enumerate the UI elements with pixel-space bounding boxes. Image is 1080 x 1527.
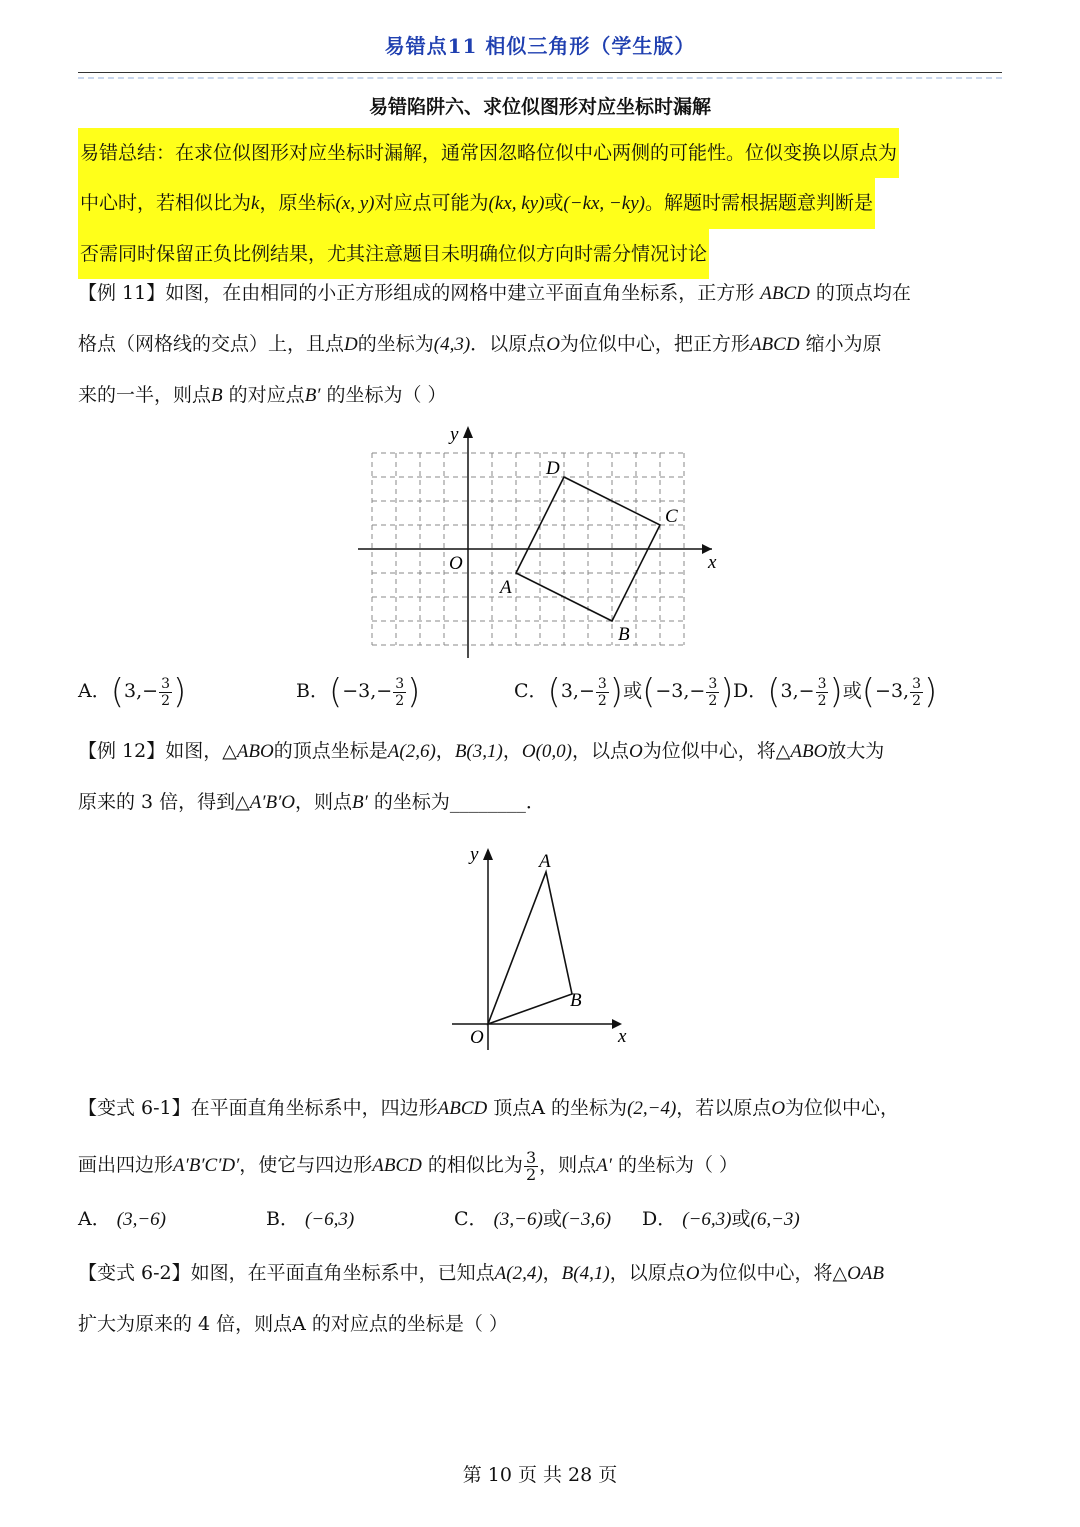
label-y: y xyxy=(470,844,479,865)
triangle-abo xyxy=(488,872,572,1024)
option-c[interactable]: C． (3,−6)或(−3,6) xyxy=(454,1208,612,1230)
page-footer: 第 10 页 共 28 页 xyxy=(462,1464,618,1486)
example-11-options xyxy=(78,668,1008,724)
label-origin: O xyxy=(470,1027,484,1048)
page-header-title: 易错点11 相似三角形（学生版） xyxy=(384,34,696,58)
example-12-triangle-figure xyxy=(440,838,650,1053)
option-d[interactable]: D．(3,− $\frac{3}{2}$ )或(−3, $\frac{3}{2}$ ) xyxy=(733,672,938,712)
label-origin: O xyxy=(449,553,463,574)
option-b[interactable]: B．(−3,− $\frac{3}{2}$ ) xyxy=(296,672,421,712)
variant-6-2-text: 【变式 6-2】如图，在平面直角坐标系中，已知点A(2,4)，B(4,1)，以原点O为位似中心，将△OAB 扩大为原来的 4 倍，则点A 的对应点的坐标是（ ） xyxy=(78,1262,884,1335)
header-dashed-rule xyxy=(78,77,1002,79)
option-a[interactable]: A． (3,−6) xyxy=(78,1208,167,1230)
summary-line-1: 易错总结：在求位似图形对应坐标时漏解，通常因忽略位似中心两侧的可能性。位似变换以原点为 xyxy=(78,128,899,178)
error-summary xyxy=(78,128,1008,279)
y-axis-arrow-icon xyxy=(463,426,473,438)
label-B: B xyxy=(570,990,582,1011)
example-11-text: 【例 11】如图，在由相同的小正方形组成的网格中建立平面直角坐标系，正方形 ABCD 的顶点均在 格点（网格线的交点）上，且点D的坐标为(4,3)．以原点O为位似中心，把正方形ABCD 缩小为原 来的一半，则点B 的对应点B′ 的坐标为（ ） xyxy=(78,282,911,406)
summary-line-3: 否需同时保留正负比例结果，尤其注意题目未明确位似方向时需分情况讨论 xyxy=(78,229,709,279)
header-rule xyxy=(78,72,1002,73)
label-x: x xyxy=(618,1026,627,1047)
label-B: B xyxy=(618,624,630,645)
example-12-text: 【例 12】如图，△ABO的顶点坐标是A(2,6)，B(3,1)，O(0,0)，以点O为位似中心，将△ABO放大为 原来的 3 倍，得到△A′B′O，则点B′ 的坐标为________． xyxy=(78,740,885,813)
variant-6-1-text: 【变式 6-1】在平面直角坐标系中，四边形ABCD 顶点A 的坐标为(2,−4)，若以原点O为位似中心， 画出四边形A′B′C′D′，使它与四边形ABCD 的相似比为 $\frac{3}{2}$ ，则点A′ 的坐标为（ ） xyxy=(78,1097,900,1184)
option-b[interactable]: B． (−6,3) xyxy=(266,1208,355,1230)
y-axis-arrow-icon xyxy=(483,848,493,860)
example-11-grid-figure xyxy=(340,418,740,668)
label-y: y xyxy=(450,424,459,445)
summary-line-2: 中心时，若相似比为k，原坐标(x, y)对应点可能为(kx, ky)或(−kx, −ky)。解题时需根据题意判断是 xyxy=(78,178,875,229)
label-A: A xyxy=(500,577,512,598)
option-d[interactable]: D． (−6,3)或(6,−3) xyxy=(642,1208,800,1230)
label-D: D xyxy=(546,458,560,479)
option-a[interactable]: A．(3,− $\frac{3}{2}$ ) xyxy=(78,672,187,712)
label-A: A xyxy=(539,851,551,872)
label-C: C xyxy=(665,506,678,527)
option-c[interactable]: C．(3,− $\frac{3}{2}$ )或(−3,− $\frac{3}{2}$ ) xyxy=(514,672,734,712)
section-title: 易错陷阱六、求位似图形对应坐标时漏解 xyxy=(368,96,711,118)
label-x: x xyxy=(708,552,717,573)
variant-6-1-options xyxy=(78,1204,1008,1234)
